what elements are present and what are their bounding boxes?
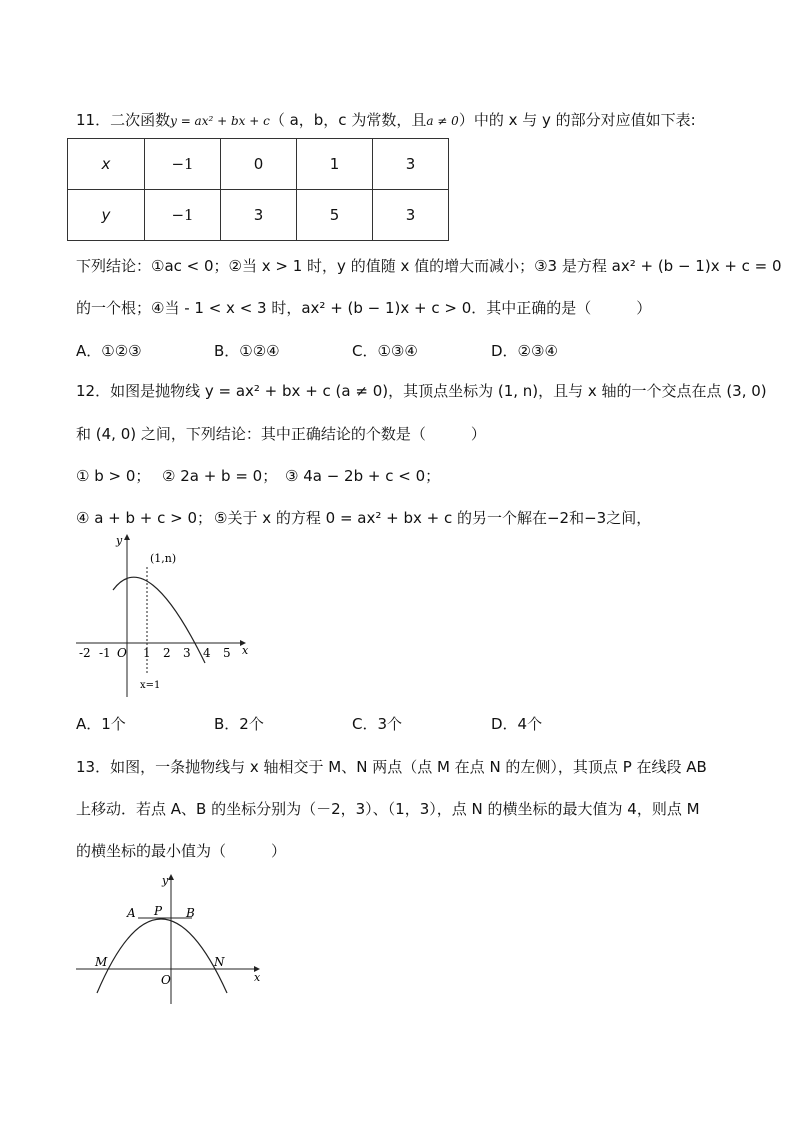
q12-line2: 和 (4, 0) 之间，下列结论：其中正确结论的个数是（ ） [76,425,486,443]
q12-tick-label: 3 [183,646,191,660]
table-cell: 0 [221,139,297,190]
table-cell: 5 [297,190,373,241]
table-row [68,139,449,190]
table-cell: 3 [373,139,449,190]
q11-condition: a ≠ 0 [426,114,459,128]
q12-tick-label: -2 [79,646,91,660]
q12-item1: ① b > 0； [76,467,151,485]
q13-point-a-label: A [127,906,136,920]
q11-option-c[interactable]: C．①③④ [352,342,418,360]
q12-x-label: x [242,644,249,657]
q12-item2: ② 2a + b = 0； [162,467,278,485]
q13-point-m-label: M [95,955,108,969]
q12-item4: ④ a + b + c > 0； [76,509,213,527]
q13-line3: 的横坐标的最小值为（ ） [76,842,287,860]
q11-conclusions-line2: 的一个根；④当 - 1 < x < 3 时，ax² + (b − 1)x + c > 0．其中正确的是（ ） [76,299,652,317]
q13-point-p-label: P [154,904,163,918]
table-cell: −1 [145,190,221,241]
table-cell: −1 [145,139,221,190]
table-cell: 1 [297,139,373,190]
table-row-label: y [68,190,145,241]
table-cell: 3 [221,190,297,241]
q12-tick-label: 5 [223,646,231,660]
q12-origin-label: O [117,646,127,660]
q11-formula: y = ax² + bx + c [170,114,270,128]
q13-y-arrow [168,874,174,880]
q12-y-arrow [124,534,130,540]
table-cell: 3 [373,190,449,241]
q12-y-label: y [116,534,123,547]
q13-parabola-graph [70,870,270,1010]
q12-item5: ⑤关于 x 的方程 0 = ax² + bx + c 的另一个解在−2和−3之间， [214,509,652,527]
q13-x-label: x [254,971,261,984]
q12-option-a[interactable]: A．1个 [76,715,126,733]
q11-option-a[interactable]: A．①②③ [76,342,142,360]
q13-point-n-label: N [214,955,225,969]
q11-conclusions-line1: 下列结论：①ac < 0；②当 x > 1 时，y 的值随 x 值的增大而减小；③3 是方程 ax² + (b − 1)x + c = 0 [76,257,782,275]
q11-value-table [67,138,449,241]
table-row [68,190,449,241]
q11-option-d[interactable]: D．②③④ [491,342,558,360]
q11-stem: 11．二次函数y = ax² + bx + c（ a，b，c 为常数，且a ≠ 0）中的 x 与 y 的部分对应值如下表: [76,111,696,129]
q12-tick-label: 4 [203,646,211,660]
q12-option-d[interactable]: D．4个 [491,715,543,733]
q12-option-c[interactable]: C．3个 [352,715,403,733]
q13-point-b-label: B [186,906,195,920]
q11-option-b[interactable]: B．①②④ [214,342,280,360]
q13-line2: 上移动．若点 A、B 的坐标分别为（－2，3）、（1，3），点 N 的横坐标的最大值为 4，则点 M [76,800,700,818]
q13-origin-label: O [161,973,171,987]
q12-tick-label: -1 [99,646,111,660]
q12-option-b[interactable]: B．2个 [214,715,264,733]
q13-y-label: y [162,874,169,887]
q12-axis-label: x=1 [140,680,161,691]
q12-tick-label: 1 [143,646,151,660]
q12-tick-label: 2 [163,646,171,660]
q13-line1: 13．如图，一条抛物线与 x 轴相交于 M、N 两点（点 M 在点 N 的左侧），其顶点 P 在线段 AB [76,758,707,776]
q12-item3: ③ 4a − 2b + c < 0； [285,467,441,485]
q12-vertex-label: (1,n) [150,552,177,565]
table-row-label: x [68,139,145,190]
q12-parabola-graph [70,532,260,702]
q12-line1: 12．如图是抛物线 y = ax² + bx + c (a ≠ 0)，其顶点坐标为 (1, n)，且与 x 轴的一个交点在点 (3, 0) [76,382,767,400]
